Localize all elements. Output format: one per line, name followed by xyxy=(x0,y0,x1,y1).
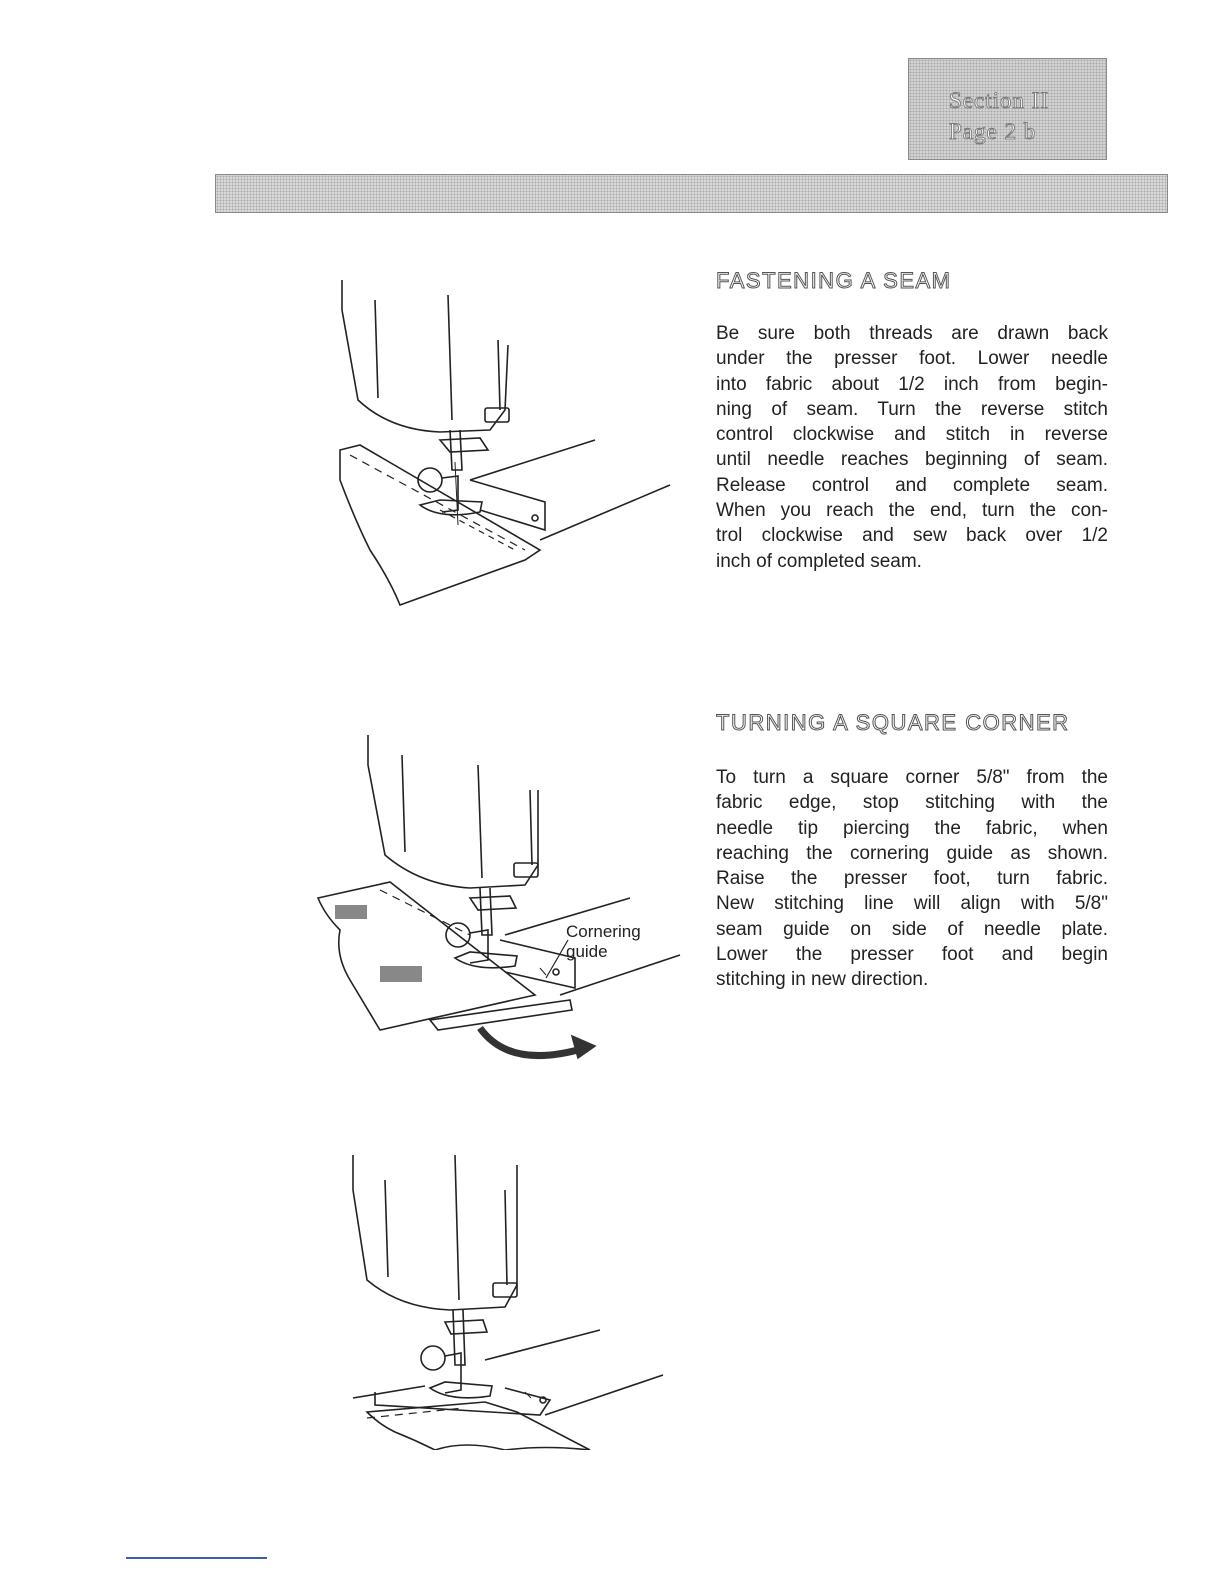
cornering-guide-label: Cornering xyxy=(566,922,641,941)
text-line: until needle reaches beginning of seam. xyxy=(716,449,1108,471)
section-page-box xyxy=(908,58,1107,160)
new-direction-illustration xyxy=(345,1150,675,1450)
fastening-seam-heading: FASTENING A SEAM xyxy=(716,268,952,293)
cornering-guide-label: guide xyxy=(566,942,608,961)
text-line: trol clockwise and sew back over 1/2 xyxy=(716,525,1108,547)
square-corner-text xyxy=(716,765,1108,993)
text-line: To turn a square corner 5/8" from the xyxy=(716,767,1108,788)
text-line: fabric edge, stop stitching with the xyxy=(716,792,1108,814)
text-line: Release control and complete seam. xyxy=(716,474,1108,496)
text-line: stitching in new direction. xyxy=(716,969,929,991)
text-line: Raise the presser foot, turn fabric. xyxy=(716,868,1108,890)
text-line: Be sure both threads are drawn back xyxy=(716,323,1108,344)
text-line: control clockwise and stitch in reverse xyxy=(716,424,1108,446)
text-line: Lower the presser foot and begin xyxy=(716,944,1108,966)
text-line: ning of seam. Turn the reverse stitch xyxy=(716,398,1108,420)
text-line: seam guide on side of needle plate. xyxy=(716,918,1108,940)
header-band xyxy=(215,174,1168,213)
fastening-seam-text xyxy=(716,321,1108,574)
page-label: Page 2 b xyxy=(949,119,1037,144)
text-line: reaching the cornering guide as shown. xyxy=(716,842,1108,864)
text-line: inch of completed seam. xyxy=(716,550,922,572)
fastening-seam-illustration xyxy=(330,280,690,620)
text-line: into fabric about 1/2 inch from begin- xyxy=(716,373,1108,395)
square-corner-heading: TURNING A SQUARE CORNER xyxy=(716,710,1070,735)
square-corner-illustration xyxy=(310,730,690,1070)
footer-rule xyxy=(126,1557,267,1559)
text-line: under the presser foot. Lower needle xyxy=(716,348,1108,370)
text-line: New stitching line will align with 5/8" xyxy=(716,893,1108,915)
text-line: needle tip piercing the fabric, when xyxy=(716,817,1108,839)
section-label: Section II xyxy=(949,88,1050,113)
text-line: When you reach the end, turn the con- xyxy=(716,500,1108,522)
